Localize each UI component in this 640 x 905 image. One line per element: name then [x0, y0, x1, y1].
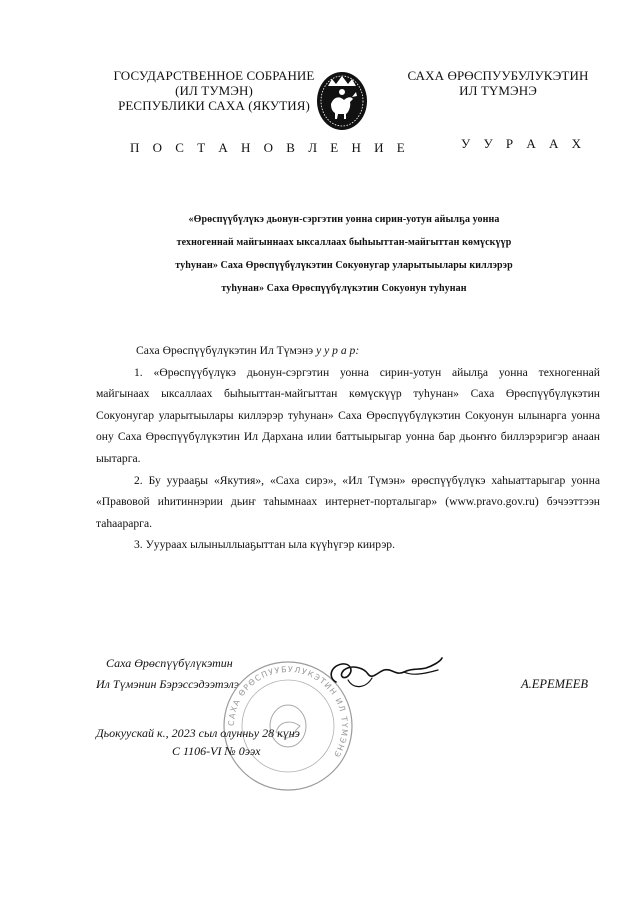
document-body: [96, 340, 600, 556]
header-left-line-3: РЕСПУБЛИКИ САХА (ЯКУТИЯ): [118, 98, 310, 113]
header-right: [382, 68, 614, 98]
intro-emphasis: у у р а р:: [316, 344, 360, 357]
header-left: [100, 68, 328, 113]
document-title: [110, 208, 578, 300]
title-line-3: туһунан» Саха Өрөспүүбүлүкэтин Сокуонугар уларытыылары киллэрэр: [175, 260, 513, 271]
header-right-line-2: ИЛ ТҮМЭНЭ: [459, 83, 537, 98]
title-line-4: туһунан» Саха Өрөспүүбүлүкэтин Сокуонун туһунан: [221, 283, 467, 294]
signatory-position-line-2: Ил Түмэнин Бэрэссэдээтэлэ: [96, 677, 240, 691]
title-line-2: техногеннай майгыннаах ыксаллаах быһыыттан-майгыттан көмүскүүр: [176, 237, 512, 248]
place-date: Дьокуускай к., 2023 сыл олунньу 28 күнэ: [96, 726, 300, 740]
header-left-line-1: ГОСУДАРСТВЕННОЕ СОБРАНИЕ: [113, 68, 315, 83]
paragraph-3: 3. Ууураах ылыныллыаҕыттан ыла күүһүгэр киирэр.: [134, 538, 395, 552]
intro-text: Саха Өрөспүүбүлүкэтин Ил Түмэнэ: [136, 344, 317, 357]
doc-type-left: П О С Т А Н О В Л Е Н И Е: [130, 140, 410, 155]
signatory-name: А.ЕРЕМЕЕВ: [521, 677, 588, 691]
document-number: С 1106-VI № 0ээх: [172, 744, 261, 758]
intro-paragraph: [96, 340, 600, 362]
header-left-line-2: (ИЛ ТУМЭН): [175, 83, 253, 98]
paragraph-2: 2. Бу уурааҕы «Якутия», «Саха сирэ», «Ил Түмэн» өрөспүүбүлүкэ хаһыаттарыгар уонна «Правовой иһитиннэрии дьиҥ таһымнаах интернет-порталыгар» (www.pravo.gov.ru) бэчээттээн таһаарарга.: [96, 473, 600, 530]
handwritten-signature: [320, 652, 450, 696]
stamp-text: САХА ӨРӨСПУУБУЛУКЭТИН ИЛ ТҮМЭНЭ: [226, 664, 350, 760]
coat-of-arms-emblem: [314, 66, 370, 132]
title-line-1: «Өрөспүүбүлүкэ дьонун-сэргэтин уонна сирин-уотун айылҕа уонна: [188, 214, 500, 225]
signatory-position-line-1: Саха Өрөспүүбүлүкэтин: [106, 656, 233, 670]
header-right-line-1: САХА ӨРӨСПУУБУЛУКЭТИН: [407, 68, 589, 83]
paragraph-1: 1. «Өрөспүүбүлүкэ дьонун-сэргэтин уонна сирин-уотун айылҕа уонна техногеннай майгынаах ыксаллаах быһыыттан-майгыттан көмүскүүр туһунан» Саха Өрөспүүбүлүкэтин Сокуонугар уларытыылары киллэрэр туһунан» Саха Өрөспүүбүлүкэтин Сокуонун ылынарга уонна ону Саха Өрөспүүбүлүкэтин Ил Дархана илии баттыырыгар уонна бар дьоҥҥо биллэрэригэр анаан ыытарга.: [96, 365, 600, 465]
doc-type-right: У У Р А А Х: [461, 136, 587, 151]
